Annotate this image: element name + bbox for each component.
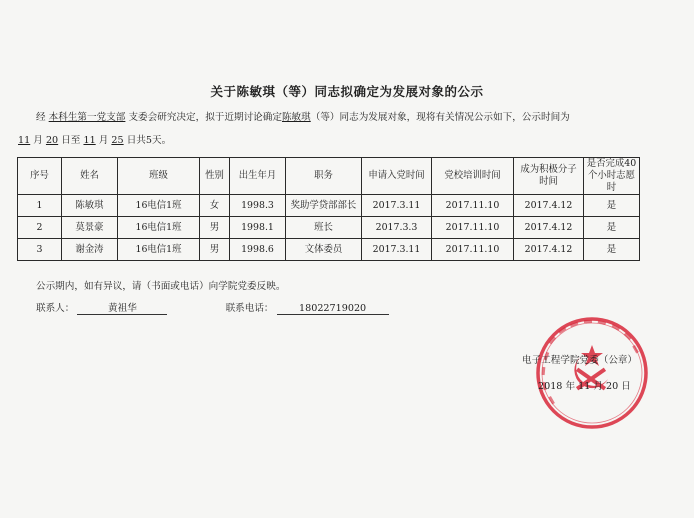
header-cell: 成为积极分子时间 [514,158,584,195]
para-tail: 日共5天。 [126,135,172,146]
header-cell: 姓名 [62,158,118,195]
table-cell: 1998.3 [230,195,286,217]
end-day: 25 [111,135,124,146]
header-cell: 序号 [18,158,62,195]
table-row [18,217,640,239]
header-cell: 是否完成40个小时志愿时 [584,158,640,195]
signing-organization: 电子工程学院党委（公章） [522,355,638,366]
table-cell: 2017.11.10 [432,239,514,261]
para-text-2: （等）同志为发展对象，现将有关情况公示如下，公示时间为 [310,112,570,123]
table-row [18,195,640,217]
table-cell: 1998.6 [230,239,286,261]
table-cell: 1998.1 [230,217,286,239]
header-cell: 性别 [200,158,230,195]
official-seal-icon [534,315,650,431]
person-name: 陈敏琪 [281,112,311,123]
table-cell: 奖助学贷部部长 [286,195,362,217]
table-cell: 2 [18,217,62,239]
table-cell: 2017.4.12 [514,195,584,217]
table-cell: 男 [200,239,230,261]
header-cell: 班级 [118,158,200,195]
table-cell: 2017.3.11 [362,195,432,217]
table-cell: 莫景豪 [62,217,118,239]
table-cell: 16电信1班 [118,217,200,239]
table-cell: 陈敏琪 [62,195,118,217]
contact-label: 联系人： [36,303,75,314]
objection-note: 公示期内，如有异议，请（书面或电话）向学院党委反映。 [36,281,286,292]
table-cell: 男 [200,217,230,239]
table-cell: 2017.4.12 [514,239,584,261]
table-cell: 女 [200,195,230,217]
table-cell: 是 [584,217,640,239]
month-char-2: 月 [98,135,109,146]
phone-label: 联系电话： [225,303,274,314]
table-cell: 2017.3.3 [362,217,432,239]
table-header-row [18,158,640,195]
table-cell: 1 [18,195,62,217]
para-prefix: 经 [36,112,46,123]
table-cell: 文体委员 [286,239,362,261]
month-char-1: 月 [33,135,43,146]
signing-date: 2018 年 11 月 20 日 [538,381,631,392]
start-day: 20 [45,135,59,146]
candidate-table [17,157,640,261]
table-cell: 16电信1班 [118,239,200,261]
notice-title: 关于陈敏琪（等）同志拟确定为发展对象的公示 [210,84,484,99]
branch-name: 本科生第一党支部 [48,112,126,123]
phone-number: 18022719020 [277,303,389,315]
contact-name: 黄祖华 [77,300,167,315]
table-cell: 16电信1班 [118,195,200,217]
table-cell: 谢金涛 [62,239,118,261]
contact-row [36,300,389,315]
notice-paragraph [18,106,678,152]
header-cell: 申请入党时间 [362,158,432,195]
header-cell: 职务 [286,158,362,195]
table-cell: 3 [18,239,62,261]
table-cell: 2017.3.11 [362,239,432,261]
table-cell: 是 [584,239,640,261]
start-month: 11 [18,135,31,146]
header-cell: 出生年月 [230,158,286,195]
table-cell: 是 [584,195,640,217]
table-cell: 2017.11.10 [432,195,514,217]
table-cell: 2017.4.12 [514,217,584,239]
end-month: 11 [83,135,96,146]
table-row [18,239,640,261]
para-text-1: 支委会研究决定，拟于近期讨论确定 [128,112,282,123]
header-cell: 党校培训时间 [432,158,514,195]
table-cell: 班长 [286,217,362,239]
table-cell: 2017.11.10 [432,217,514,239]
to-char: 日至 [61,135,81,146]
